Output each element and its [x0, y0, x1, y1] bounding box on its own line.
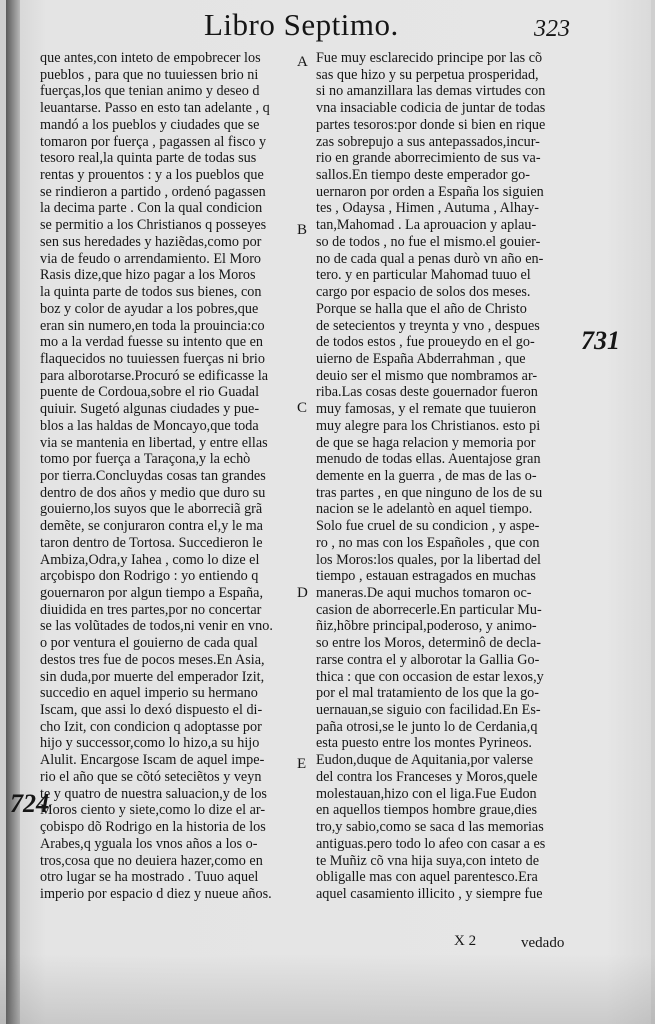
- text-line: Eudon,duque de Aquitania,por valerse: [316, 752, 534, 769]
- text-line: otro lugar se ha mostrado . Tuuo aquel: [40, 869, 259, 886]
- text-line: rio el año que se cõtó seteciẽtos y veyn: [40, 768, 262, 785]
- text-line: se las volũtades de todos,ni venir en vno.: [40, 618, 273, 635]
- text-line: pueblos , para que no tuuiessen brio ni: [40, 66, 259, 83]
- text-line: ñiz,hõbre principal,poderoso, y animo-: [316, 618, 537, 635]
- text-line: obligalle mas con aquel parentesco.Era: [316, 869, 538, 886]
- text-line: mandó a los pueblos y ciudades que se: [40, 116, 260, 133]
- text-line: Fue muy esclarecido principe por las cõ: [316, 50, 543, 66]
- text-line: muy alegre para los Christianos. esto pi: [316, 417, 541, 434]
- text-line: por el mal tratamiento de los que la go-: [316, 685, 539, 702]
- text-line: tesoro real,la quinta parte de todas sus: [40, 150, 257, 167]
- text-line: deuio ser el mismo que nombramos ar-: [316, 367, 538, 384]
- text-line: molestauan,hizo con el liga.Fue Eudon: [316, 785, 537, 802]
- text-line: sen sus heredades y haziẽdas,como por: [40, 233, 262, 250]
- text-line: Iscam, que assi lo dexó dispuesto el di-: [40, 702, 263, 719]
- text-line: tero. y en particular Mahomad tuuo el: [316, 267, 531, 284]
- text-line: para alborotarse.Procuró se edificasse la: [40, 367, 269, 384]
- text-line: casion de aborrecerle.En particular Mu-: [316, 601, 542, 618]
- text-line: boz y color de ayudar a los pobres,que: [40, 300, 259, 317]
- text-line: rarse contra el y alborotar la Gallia Go-: [316, 651, 540, 668]
- text-line: thica : que con occasion de estar lexos,y: [316, 668, 544, 685]
- text-line: quiuir. Sugetó algunas ciudades y pue-: [40, 401, 260, 418]
- text-line: tes , Odaysa , Himen , Autuma , Alhay-: [316, 200, 540, 217]
- text-line: via de feudo o arrendamiento. El Moro: [40, 250, 262, 267]
- text-line: partes tesoros:por donde si bien en rique: [316, 116, 546, 133]
- section-marker-c: C: [297, 400, 308, 416]
- text-line: nacion se le adelantò en aquel tiempo.: [316, 501, 533, 518]
- text-line: de todos estos , fue proueydo en el go-: [316, 334, 535, 351]
- text-line: en aquellos tiempos hombre graue,dies: [316, 802, 538, 819]
- section-marker-b: B: [297, 222, 308, 238]
- text-line: tiempo , estauan estragados en muchas: [316, 568, 536, 585]
- text-line: arçobispo don Rodrigo : yo entiendo q: [40, 568, 259, 585]
- text-line: demẽte, se conjuraron contra el,y le ma: [40, 518, 263, 535]
- text-line: zas sobrepujo a sus antepassados,incur-: [316, 133, 540, 150]
- page-folio-number: 323: [534, 16, 570, 42]
- text-line: so entre los Moros, determinô de decla-: [316, 635, 541, 652]
- text-line: Ambiza,Odra,y Iahea , como lo dize el: [40, 551, 260, 568]
- text-line: la decima parte . Con la qual condicion: [40, 200, 263, 217]
- text-line: tras partes , en que ninguno de los de su: [316, 484, 543, 501]
- text-line: uernaron por orden a España los siguien: [316, 183, 544, 200]
- right-text-column: [316, 50, 573, 903]
- text-line: hijo y successor,como lo hizo,a su hijo: [40, 735, 260, 752]
- text-line: cho Izit, con condicion q adoptasse por: [40, 718, 262, 735]
- text-line: fuerças,los que tenian animo y deseo d: [40, 83, 260, 100]
- text-line: tomaron por fuerça , pagassen al fisco y: [40, 133, 267, 150]
- text-line: tomo por fuerça a Taraçona,y la echò: [40, 451, 251, 468]
- text-line: tros,cosa que no deuiera hazer,como en: [40, 852, 263, 869]
- text-line: vna insaciable codicia de juntar de todas: [316, 100, 546, 117]
- text-line: maneras.De aqui muchos tomaron oc-: [316, 585, 532, 601]
- text-line: imperio por espacio d diez y nueue años.: [40, 885, 272, 902]
- text-line: paña otrosi,se le junto lo de Cerdania,q: [316, 718, 538, 735]
- text-line: puente de Cordoua,sobre el rio Guadal: [40, 384, 260, 401]
- text-line: del contra los Franceses y Moros,quele: [316, 768, 538, 785]
- text-line: uernauan,se siguio con facilidad.En Es-: [316, 702, 541, 719]
- text-line: sin duda,por muerte del emperador Izit,: [40, 668, 265, 685]
- text-line: muy famosas, y el remate que tuuieron: [316, 401, 537, 418]
- text-line: por tierra.Concluydas cosas tan grandes: [40, 467, 266, 484]
- text-line: aquel casamiento illicito , y siempre fue: [316, 885, 543, 902]
- text-line: so de todos , no fue el mismo.el gouier-: [316, 233, 541, 250]
- text-line: tro,y sabio,como se saca d las memorias: [316, 819, 544, 836]
- catchword: vedado: [521, 935, 565, 951]
- text-line: gouierno,los suyos que le aborreciã grã: [40, 501, 263, 518]
- text-line: Solo fue cruel de su condicion , y aspe-: [316, 518, 540, 535]
- text-line: çobispo dõ Rodrigo en la historia de los: [40, 819, 266, 836]
- text-line: te Muñiz cõ vna hija suya,con inteto de: [316, 852, 539, 869]
- text-line: riba.Las cosas deste gouernador fueron: [316, 384, 538, 401]
- text-line: ro , no mas con los Españoles , que con: [316, 534, 540, 551]
- section-marker-d: D: [297, 585, 308, 601]
- text-line: flaquecidos no tuuiessen fuerças ni brio: [40, 350, 265, 367]
- margin-note-year-left: 724: [10, 789, 49, 818]
- text-line: se rindieron a partido , ordenó pagassen: [40, 183, 266, 200]
- text-line: gouernaron por algun tiempo a España,: [40, 585, 263, 601]
- text-line: via se mantenia en libertad, y entre ellas: [40, 434, 268, 451]
- text-line: rentas y prouentos : y a los pueblos que: [40, 167, 264, 184]
- text-line: uierno de España Abderrahman , que: [316, 350, 526, 367]
- text-line: si no amanzillara las demas virtudes con: [316, 83, 546, 100]
- text-line: succedio en aquel imperio su hermano: [40, 685, 258, 702]
- text-line: Alulit. Encargose Iscam de aquel impe-: [40, 752, 265, 769]
- section-marker-e: E: [297, 756, 307, 772]
- text-line: dentro de dos años y medio que duro su: [40, 484, 266, 501]
- text-line: mo a la verdad fuesse su intento que en: [40, 334, 263, 351]
- signature-mark: X 2: [454, 933, 477, 949]
- text-line: destos tres fue de pocos meses.En Asia,: [40, 651, 265, 668]
- text-line: Moros ciento y siete,como lo dize el ar-: [40, 802, 266, 819]
- text-line: diuidida en tres partes,por no concertar: [40, 601, 262, 618]
- running-head-title: Libro Septimo.: [204, 7, 399, 42]
- text-line: esta puesto entre los montes Pyrineos.: [316, 735, 532, 752]
- text-line: Arabes,q yguala los vnos años a los o-: [40, 835, 258, 852]
- text-line: leuantarse. Passo en esto tan adelante , q: [40, 100, 270, 117]
- text-line: demente en la guerra , de mas de las o-: [316, 467, 537, 484]
- text-line: tan,Mahomad . La aprouacion y aplau-: [316, 217, 537, 234]
- text-line: de setecientos y treynta y vno , despues: [316, 317, 540, 334]
- text-line: cargo por espacio de solos dos meses.: [316, 284, 531, 301]
- text-line: te y quatro de nuestra saluacion,y de los: [40, 785, 267, 802]
- text-line: menudo de todas ellas. Auentajose gran: [316, 451, 541, 468]
- text-line: antiguas.pero todo lo afeo con casar a es: [316, 835, 546, 852]
- left-text-column: [40, 50, 298, 903]
- section-marker-a: A: [297, 54, 308, 70]
- text-line: de que se haga relacion y memoria por: [316, 434, 536, 451]
- text-line: los Moros:los quales, por la libertad del: [316, 551, 541, 568]
- text-line: blos a las haldas de Moncayo,que toda: [40, 417, 259, 434]
- text-line: Porque se halla que el año de Christo: [316, 300, 527, 317]
- text-line: rio en grande aborrecimiento de sus va-: [316, 150, 541, 167]
- text-line: la quinta parte de todos sus bienes, con: [40, 284, 262, 301]
- text-line: sas que hizo y su perpetua prosperidad,: [316, 66, 539, 83]
- text-line: Rasis dize,que hizo pagar a los Moros: [40, 267, 256, 284]
- text-line: taron dentro de Tortosa. Succedieron le: [40, 534, 263, 551]
- page-bottom-edge: [0, 954, 655, 1024]
- text-line: eran sin numero,en toda la prouincia:co: [40, 317, 265, 334]
- gutter-shadow: [6, 0, 20, 1024]
- text-line: que antes,con inteto de empobrecer los: [40, 50, 261, 66]
- text-line: se permitio a los Christianos q posseyes: [40, 217, 267, 234]
- text-line: o por ventura el gouierno de cada qual: [40, 635, 258, 652]
- text-line: sallos.En tiempo deste emperador go-: [316, 167, 530, 184]
- margin-note-year-right: 731: [581, 326, 620, 355]
- text-line: no de cada qual a penas durò vn año en-: [316, 250, 544, 267]
